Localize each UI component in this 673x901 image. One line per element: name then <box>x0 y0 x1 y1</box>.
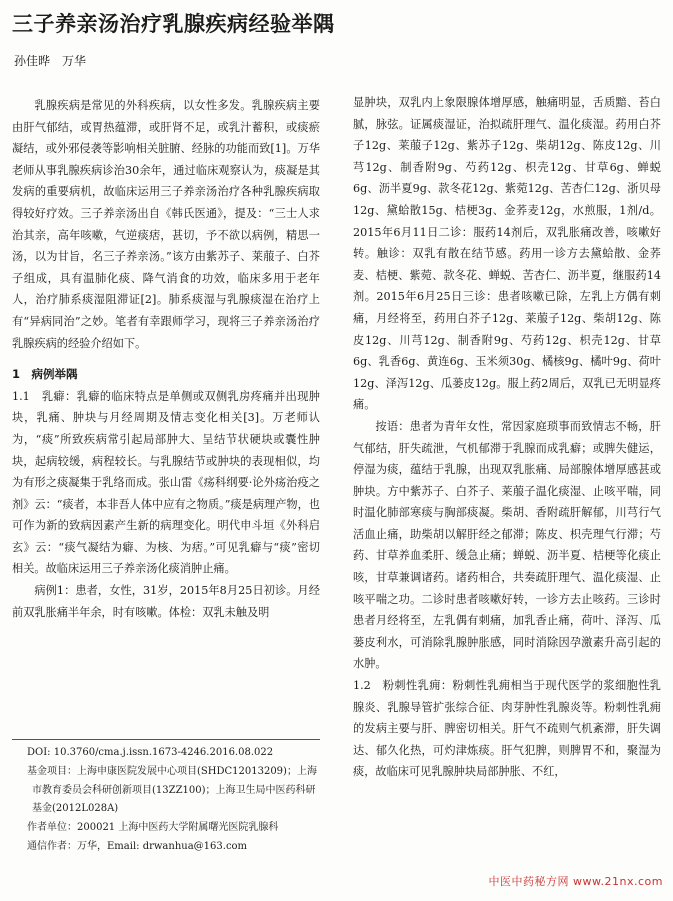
left-column <box>12 95 320 623</box>
footnote-correspondence: 通信作者：万华，Email: drwanhua@163.com <box>27 840 248 852</box>
footnote-divider <box>12 739 320 740</box>
commentary-paragraph: 按语：患者为青年女性，常因家庭琐事而致情志不畅，肝气郁结，肝失疏泄，气机郁滞于乳腺而成乳癖；或脾失健运，停湿为痰，蕴结于乳腺，出现双乳胀痛、局部腺体增厚感甚或肿块。方中紫苏子、白芥子、莱菔子温化痰湿、止咳平喘，同时温化肺部寒痰与胸部痰凝。柴胡、香附疏肝解郁，川芎行气活血止痛，助柴胡以解肝经之郁滞；陈皮、枳壳理气行滞；芍药、甘草养血柔肝、缓急止痛；蝉蜕、沥半夏、桔梗等化痰止咳，甘草兼调诸药。诸药相合，共奏疏肝理气、温化痰湿、止咳平喘之功。二诊时患者咳嗽好转，一诊方去止咳药。三诊时患者月经将至，左乳偶有刺痛，加乳香止痛，荷叶、泽泻、瓜蒌皮利水，可消除乳腺肿胀感，同时消除因孕激素升高引起的水肿。 <box>353 419 661 671</box>
footnotes <box>12 744 320 857</box>
right-column <box>353 92 661 783</box>
footnote-doi: DOI: 10.3760/cma.j.issn.1673-4246.2016.08.022 <box>27 747 274 758</box>
intro-paragraph: 乳腺疾病是常见的外科疾病，以女性多发。乳腺疾病主要由肝气郁结，或胃热蕴滞，或肝肾不足，或乳汁蓄积，或痰瘀凝结，或外邪侵袭等影响相关脏腑、经脉的功能而致[1]。万华老师从事乳腺疾病诊治30余年，通过临床观察认为，痰凝是其发病的重要病机，故临床运用三子养亲汤治疗各种乳腺疾病取得较好疗效。三子养亲汤出自《韩氏医通》，提及：“三士人求治其亲，高年咳嗽，气逆痰痞，甚切，予不欲以病例，精思一汤，以为甘旨，名三子养亲汤。”该方由紫苏子、莱菔子、白芥子组成，具有温肺化痰、降气消食的功效，临床多用于老年人，治疗肺系痰湿阻滞证[2]。肺系痰湿与乳腺痰湿在治疗上有“异病同治”之妙。笔者有幸跟师学习，现将三子养亲汤治疗乳腺疾病的经验介绍如下。 <box>12 99 320 350</box>
case-1-2-paragraph: 1.2 粉刺性乳痈：粉刺性乳痈相当于现代医学的浆细胞性乳腺炎、乳腺导管扩张综合征、肉芽肿性乳腺炎等。粉刺性乳痈的发病主要与肝、脾密切相关。肝气不疏则气机紊滞，肝失调达、郁久化热，可灼津炼痰。肝气犯脾，则脾胃不和，聚湿为痰，故临床可见乳腺肿块局部肿胀、不红， <box>353 679 661 779</box>
section-heading: 1 病例举隅 <box>12 367 78 382</box>
article-title: 三子养亲汤治疗乳腺疾病经验举隅 <box>12 11 335 36</box>
site-watermark: 中医中药秘方网 www.21nx.com <box>488 875 663 888</box>
article-authors: 孙佳晔 万华 <box>14 54 87 68</box>
case-example-1-paragraph: 病例1：患者，女性，31岁，2015年8月25日初诊。月经前双乳胀痛半年余，时有咳嗽。体检：双乳未触及明 <box>12 584 320 619</box>
case-1-1-paragraph: 1.1 乳癖：乳癖的临床特点是单侧或双侧乳房疼痛并出现肿块，乳痛、肿块与月经周期及情志变化相关[3]。万老师认为，“痰”所致疾病常引起局部肿大、呈结节状硬块或囊性肿块，起病较缓，病程较长。与乳腺结节或肿块的表现相似，均为有形之痰凝集于乳络而成。张山雷《疡科纲要·论外疡治疫之剂》云：“痰者，本非吾人体中应有之物质。”痰是病理产物，也可作为新的致病因素产生新的病理变化。明代申斗垣《外科启玄》云：“痰气凝结为癖、为核、为痞。”可见乳癖与“痰”密切相关。故临床运用三子养亲汤化痰消肿止痛。 <box>12 389 320 576</box>
footnote-funding: 基金项目：上海申康医院发展中心项目(SHDC12013209)；上海市教育委员会科研创新项目(13ZZ100)；上海卫生局中医药科研基金(2012L028A) <box>27 765 317 815</box>
case-continued-paragraph: 显肿块，双乳内上象限腺体增厚感，触痛明显，舌质黯、苔白腻，脉弦。证属痰湿证，治拟疏肝理气、温化痰湿。药用白芥子12g、莱菔子12g、紫苏子12g、柴胡12g、陈皮12g、川芎12g、制香附9g、芍药12g、枳壳12g、甘草6g、蝉蜕6g、沥半夏9g、款冬花12g、紫菀12g、苦杏仁12g、浙贝母12g、黛蛤散15g、桔梗3g、金荞麦12g，水煎服，1剂/d。2015年6月11日二诊：服药14剂后，双乳胀痛改善，咳嗽好转。触诊：双乳有散在结节感。药用一诊方去黛蛤散、金荞麦、桔梗、紫菀、款冬花、蝉蜕、苦杏仁、沥半夏，继服药14剂。2015年6月25日三诊：患者咳嗽已除，左乳上方偶有刺痛，月经将至，药用白芥子12g、莱菔子12g、柴胡12g、陈皮12g、川芎12g、制香附9g、芍药12g、枳壳12g、甘草6g、乳香6g、黄连6g、玉米须30g、橘核9g、橘叶9g、荷叶12g、泽泻12g、瓜蒌皮12g。服上药2周后，双乳已无明显疼痛。 <box>353 96 661 412</box>
footnote-affiliation: 作者单位：200021 上海中医药大学附属曙光医院乳腺科 <box>27 822 279 834</box>
